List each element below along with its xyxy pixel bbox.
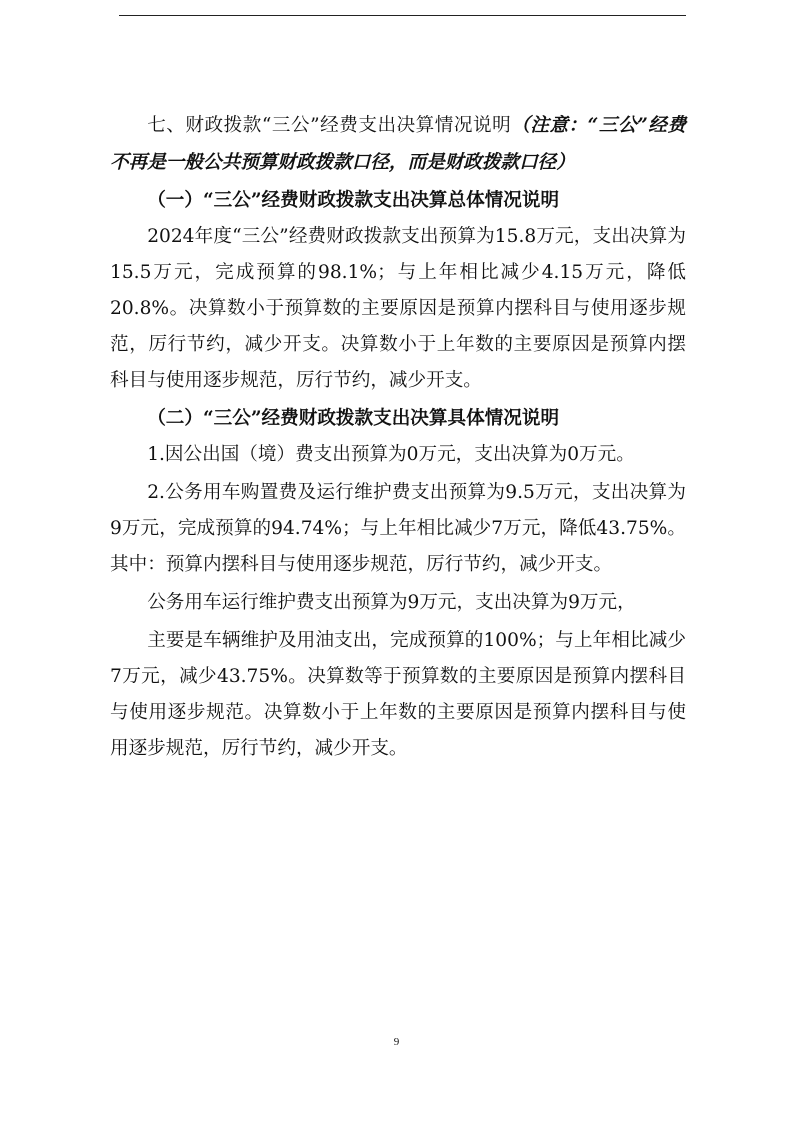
section-title <box>110 107 686 181</box>
section-title-text: 七、财政拨款“三公”经费支出决算情况说明 <box>147 115 512 136</box>
page-number: 9 <box>393 1036 400 1048</box>
detail-heading: （二）“三公”经费财政拨款支出决算具体情况说明 <box>147 408 560 429</box>
detail-paragraph-3: 公务用车运行维护费支出预算为9万元，支出决算为9万元， <box>147 592 636 613</box>
detail-paragraph-4: 主要是车辆维护及用油支出，完成预算的100%；与上年相比减少7万元，减少43.75%。决算数等于预算数的主要原因是预算内摆科目与使用逐步规范。决算数小于上年数的主要原因是预算内摆科目与使用逐步规范，厉行节约，减少开支。 <box>110 630 686 759</box>
detail-paragraph-1: 1.因公出国（境）费支出预算为0万元，支出决算为0万元。 <box>147 444 635 465</box>
detail-paragraph-2: 2.公务用车购置费及运行维护费支出预算为9.5万元，支出决算为9万元，完成预算的94.74%；与上年相比减少7万元，降低43.75%。其中：预算内摆科目与使用逐步规范，厉行节约，减少开支。 <box>110 482 686 575</box>
section-note: （注意：“三公”经费不再是一般公共预算财政拨款口径，而是财政拨款口径） <box>110 115 687 173</box>
overall-heading: （一）“三公”经费财政拨款支出决算总体情况说明 <box>147 190 560 211</box>
overall-paragraph: 2024年度“三公”经费财政拨款支出预算为15.8万元，支出决算为15.5万元，完成预算的98.1%；与上年相比减少4.15万元，降低20.8%。决算数小于预算数的主要原因是预算内摆科目与使用逐步规范，厉行节约，减少开支。决算数小于上年数的主要原因是预算内摆科目与使用逐步规范，厉行节约，减少开支。 <box>110 226 686 391</box>
document-body <box>110 107 686 767</box>
header-rule <box>119 15 686 16</box>
